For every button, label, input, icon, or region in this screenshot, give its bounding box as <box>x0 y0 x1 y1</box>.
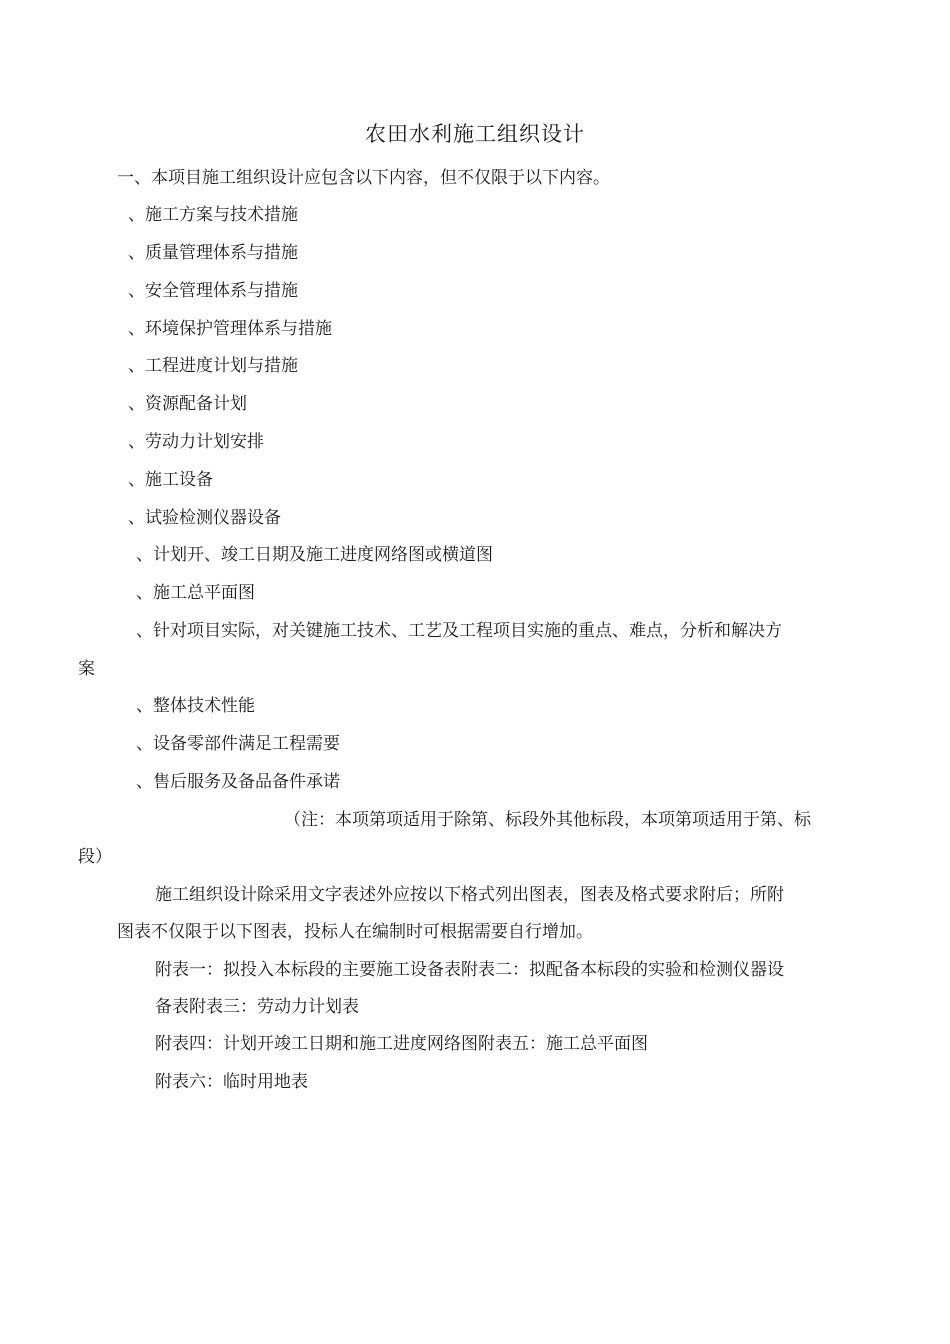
list-item: 、质量管理体系与措施 <box>128 243 298 263</box>
list-item: 、设备零部件满足工程需要 <box>136 734 340 754</box>
document-title: 农田水利施工组织设计 <box>365 122 585 146</box>
list-item: 、环境保护管理体系与措施 <box>128 319 332 339</box>
list-item: 、安全管理体系与措施 <box>128 281 298 301</box>
paragraph-line: 图表不仅限于以下图表，投标人在编制时可根据需要自行增加。 <box>117 922 593 942</box>
list-item: 、整体技术性能 <box>136 696 255 716</box>
paragraph-line: 施工组织设计除采用文字表述外应按以下格式列出图表，图表及格式要求附后；所附 <box>155 885 784 905</box>
list-item-continuation: 案 <box>78 659 95 679</box>
appendix-line: 附表六：临时用地表 <box>155 1072 308 1092</box>
note-line: （注：本项第项适用于除第、标段外其他标段，本项第项适用于第、标 <box>284 810 811 830</box>
list-item: 、资源配备计划 <box>128 394 247 414</box>
list-item: 、售后服务及备品备件承诺 <box>136 772 340 792</box>
list-item: 、针对项目实际，对关键施工技术、工艺及工程项目实施的重点、难点，分析和解决方 <box>136 621 782 641</box>
intro-line: 一、本项目施工组织设计应包含以下内容，但不仅限于以下内容。 <box>117 168 610 188</box>
appendix-line: 备表附表三：劳动力计划表 <box>155 997 359 1017</box>
list-item: 、劳动力计划安排 <box>128 432 264 452</box>
list-item: 、施工设备 <box>128 470 213 490</box>
appendix-line: 附表四：计划开竣工日期和施工进度网络图附表五：施工总平面图 <box>155 1034 648 1054</box>
list-item: 、工程进度计划与措施 <box>128 356 298 376</box>
note-line-continuation: 段） <box>78 847 112 867</box>
list-item: 、施工方案与技术措施 <box>128 205 298 225</box>
list-item: 、施工总平面图 <box>136 583 255 603</box>
appendix-line: 附表一：拟投入本标段的主要施工设备表附表二：拟配备本标段的实验和检测仪器设 <box>155 960 784 980</box>
list-item: 、计划开、竣工日期及施工进度网络图或横道图 <box>136 545 493 565</box>
list-item: 、试验检测仪器设备 <box>128 508 281 528</box>
